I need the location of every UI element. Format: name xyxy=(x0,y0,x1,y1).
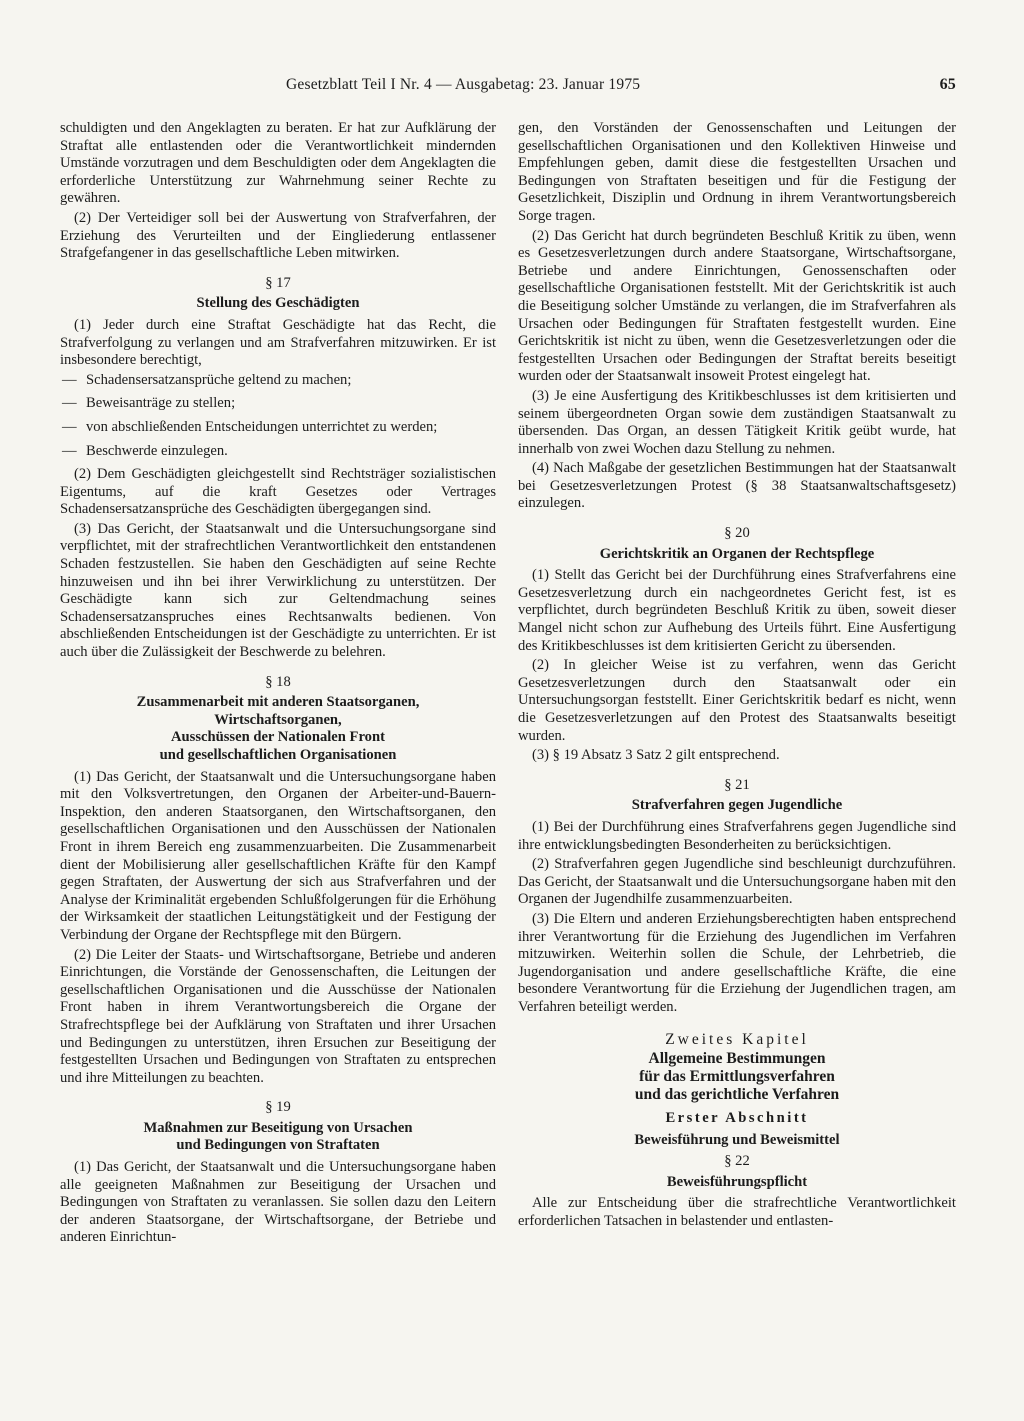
paragraph: Alle zur Entscheidung über die strafrechtliche Verantwortlichkeit erforderlichen Tatsachen in belastender und entlasten- xyxy=(518,1195,956,1230)
section-number: § 17 xyxy=(265,274,291,291)
paragraph: (2) Die Leiter der Staats- und Wirtschaftsorgane, Betriebe und anderen Einrichtungen, die Vorstände der Genossenschaften, die Leitungen der gesellschaftlichen Organisationen und die Ausschüsse der Nationalen Front haben in ihrem Verantwortungsbereich die Organe der Strafrechtspflege bei der Aufklärung von Straftaten und ihrer Ursachen und Bedingungen zu unterstützen, ihren Ersuchen zur Beseitigung der festgestellten Ursachen und Bedingungen von Straftaten zu entsprechen und ihre Mitteilungen zu beachten. xyxy=(60,946,496,1086)
page-header xyxy=(60,76,956,98)
dash-bullet: — xyxy=(62,395,77,412)
list-item-text: Beschwerde einzulegen. xyxy=(86,442,228,459)
paragraph: (3) Die Eltern und anderen Erziehungsberechtigten haben entsprechend ihrer Verantwortung für die Erziehung des Jugendlichen im Verfahren mitzuwirken. Weiterhin sollen die Schule, der Lehrbetrieb, die Jugendorganisation und andere gesellschaftliche Kräfte, die eine besondere Verantwortung für die Erziehung der Jugendlichen tragen, am Verfahren beteiligt werden. xyxy=(518,910,956,1015)
paragraph: (3) § 19 Absatz 3 Satz 2 gilt entsprechend. xyxy=(532,747,780,764)
section-title: Stellung des Geschädigten xyxy=(196,295,360,312)
paragraph: schuldigten und den Angeklagten zu beraten. Er hat zur Aufklärung der Straftat alle entlastenden oder die Verantwortlichkeit mindernden Umstände vorzutragen und dem Beschuldigten oder dem Angeklagten die erforderliche Unterstützung zur Wahrnehmung seiner Rechte zu gewähren. xyxy=(60,120,496,207)
list-item xyxy=(60,372,496,390)
paragraph: (1) Stellt das Gericht bei der Durchführung eines Strafverfahrens eine Gesetzesverletzung durch ein nachgeordnetes Gericht fest, ist es verpflichtet, durch begründeten Beschluß Kritik zu üben, soweit dieser Mangel nicht schon zur Aufhebung des Urteils führt. Eine Ausfertigung des Kritikbeschlusses ist dem kritisierten Gericht zu übersenden. xyxy=(518,567,956,654)
list-item-text: Beweisanträge zu stellen; xyxy=(86,395,236,412)
dash-bullet: — xyxy=(62,418,77,435)
dash-bullet: — xyxy=(62,442,77,459)
section-title: Gerichtskritik an Organen der Rechtspflege xyxy=(599,545,875,562)
section-number: § 21 xyxy=(724,776,750,793)
dash-bullet: — xyxy=(62,371,77,388)
chapter-title-line: Allgemeine Bestimmungen xyxy=(648,1050,826,1068)
list-item xyxy=(60,419,496,437)
chapter-title-line: für das Ermittlungsverfahren xyxy=(639,1068,835,1086)
paragraph: (4) Nach Maßgabe der gesetzlichen Bestimmungen hat der Staatsanwalt bei Gesetzesverletzungen Protest (§ 38 Staatsanwaltschaftsgesetz) einzulegen. xyxy=(518,460,956,512)
paragraph: (2) Dem Geschädigten gleichgestellt sind Rechtsträger sozialistischen Eigentums, auf die kraft Gesetzes oder Vertrages Schadensersatzansprüche des Geschädigten übergegangen sind. xyxy=(60,466,496,518)
rights-list xyxy=(60,372,496,460)
paragraph: (3) Je eine Ausfertigung des Kritikbeschlusses ist dem kritisierten und seinem übergeordneten Organ sowie dem zuständigen Staatsanwalt zu übersenden. Das Organ, an dessen Tätigkeit Kritik geübt wurde, hat innerhalb von zwei Wochen dazu Stellung zu nehmen. xyxy=(518,387,956,457)
paragraph: (1) Das Gericht, der Staatsanwalt und die Untersuchungsorgane haben mit den Volksvertretungen, den Organen der Arbeiter-und-Bauern-Inspektion, den anderen Staatsorganen, den Wirtschaftsorganen, den gesellschaftlichen Organisationen und den Ausschüssen der Nationalen Front in ihrem Bereich eng zusammenzuarbeiten. Die Zusammenarbeit dient der Mobilisierung aller gesellschaftlichen Kräfte für den Kampf gegen Straftaten, der Auswertung der sich aus Strafverfahren und der Analyse der Kriminalität ergebenden Schlußfolgerungen für die Erhöhung der Wirksamkeit der staatlichen Leitungstätigkeit und der Festigung der Verbindung der Organe der Rechtspflege mit den Bürgern. xyxy=(60,768,496,943)
left-column xyxy=(60,120,496,1249)
section-number: § 20 xyxy=(724,525,750,542)
chapter-title xyxy=(518,1050,956,1104)
paragraph: (2) Der Verteidiger soll bei der Auswertung von Strafverfahren, der Erziehung des Verurteilten und der Eingliederung entlassener Strafgefangener in das gesellschaftliche Leben mitwirken. xyxy=(60,209,496,262)
chapter-label: Zweites Kapitel xyxy=(665,1030,809,1048)
list-item xyxy=(60,395,496,413)
section-heading: Beweisführung und Beweismittel xyxy=(634,1131,840,1148)
section-number: § 19 xyxy=(265,1099,291,1116)
section-number: § 18 xyxy=(265,673,291,690)
section-title-line: Maßnahmen zur Beseitigung von Ursachen xyxy=(143,1119,413,1136)
section-label: Erster Abschnitt xyxy=(665,1110,809,1127)
section-title-line: und gesellschaftlichen Organisationen xyxy=(159,747,397,763)
paragraph: (1) Jeder durch eine Straftat Geschädigte hat das Recht, die Strafverfolgung zu verlangen und am Strafverfahren mitzuwirken. Er ist insbesondere berechtigt, xyxy=(60,316,496,369)
section-title-line: Zusammenarbeit mit anderen Staatsorganen, xyxy=(136,694,420,711)
section-number: § 22 xyxy=(724,1153,750,1170)
section-title-line: Ausschüssen der Nationalen Front xyxy=(171,729,385,746)
section-title: Beweisführungspflicht xyxy=(666,1173,808,1190)
paragraph: (2) Strafverfahren gegen Jugendliche sind beschleunigt durchzuführen. Das Gericht, der Staatsanwalt und die Untersuchungsorgane haben mit den Organen der Jugendhilfe zusammenzuarbeiten. xyxy=(518,856,956,908)
paragraph: (2) In gleicher Weise ist zu verfahren, wenn das Gericht Gesetzesverletzungen durch den Staatsanwalt oder ein Untersuchungsorgan feststellt. Einer Gerichtskritik bedarf es nicht, wenn die Gesetzesverletzungen auf den Protest des Staatsanwalts beseitigt wurden. xyxy=(518,657,956,744)
paragraph: (1) Bei der Durchführung eines Strafverfahrens gegen Jugendliche sind ihre entwicklungsbedingten Besonderheiten zu berücksichtigen. xyxy=(518,818,956,853)
list-item-text: von abschließenden Entscheidungen unterrichtet zu werden; xyxy=(86,418,438,435)
section-title-line: und Bedingungen von Straftaten xyxy=(176,1137,380,1154)
page-number: 65 xyxy=(939,76,956,93)
running-title: Gesetzblatt Teil I Nr. 4 — Ausgabetag: 23. Januar 1975 xyxy=(286,76,641,93)
list-item xyxy=(60,443,496,461)
paragraph: (1) Das Gericht, der Staatsanwalt und die Untersuchungsorgane haben alle geeigneten Maßnahmen zur Beseitigung der Ursachen und Bedingungen von Straftaten zu veranlassen. Sie sollen dazu den Leitern der anderen Staatsorgane, der Wirtschaftsorgane, der Betriebe und anderen Einrichtun- xyxy=(60,1159,496,1246)
section-title xyxy=(60,694,496,764)
section-title xyxy=(60,1120,496,1155)
chapter-title-line: und das gerichtliche Verfahren xyxy=(634,1086,840,1104)
paragraph: (3) Das Gericht, der Staatsanwalt und die Untersuchungsorgane sind verpflichtet, mit der strafrechtlichen Verantwortlichkeit den entstandenen Schaden festzustellen. Sie haben den Geschädigten auf seine Rechte hinzuweisen und ihn bei ihrer Verwirklichung zu unterstützen. Der Geschädigte kann sich zur Geltendmachung seines Schadensersatzanspruches eines Rechtsanwalts bedienen. Von abschließenden Entscheidungen ist der Geschädigte zu unterrichten. Er ist auch über die Zulässigkeit der Beschwerde zu belehren. xyxy=(60,520,496,661)
section-title: Strafverfahren gegen Jugendliche xyxy=(631,797,843,814)
right-column xyxy=(518,120,956,1233)
paragraph: gen, den Vorständen der Genossenschaften und Leitungen der gesellschaftlichen Organisationen und den Kollektiven Hinweise und Empfehlungen geben, damit diese die festgestellten Ursachen und Bedingungen von Straftaten beseitigen und für die Festigung der Gesetzlichkeit, Disziplin und Ordnung in ihrem Verantwortungsbereich Sorge tragen. xyxy=(518,120,956,224)
list-item-text: Schadensersatzansprüche geltend zu machen; xyxy=(86,371,352,388)
paragraph: (2) Das Gericht hat durch begründeten Beschluß Kritik zu üben, wenn es Gesetzesverletzungen durch andere Staatsorgane, Wirtschaftsorgane, Betriebe und andere Einrichtungen, Genossenschaften oder gesellschaftliche Organisationen feststellt. Mit der Gerichtskritik ist auch die Beseitigung solcher Umstände zu verlangen, die im Strafverfahren als Ursachen oder Bedingungen für Straftaten festgestellt wurden. Eine Gerichtskritik ist nicht zu üben, wenn die Gesetzesverletzungen oder die festgestellten Ursachen oder Bedingungen der Straftat bereits beseitigt wurden oder der Staatsanwalt insoweit Protest eingelegt hat. xyxy=(518,227,956,385)
section-title-line: Wirtschaftsorganen, xyxy=(214,711,342,728)
